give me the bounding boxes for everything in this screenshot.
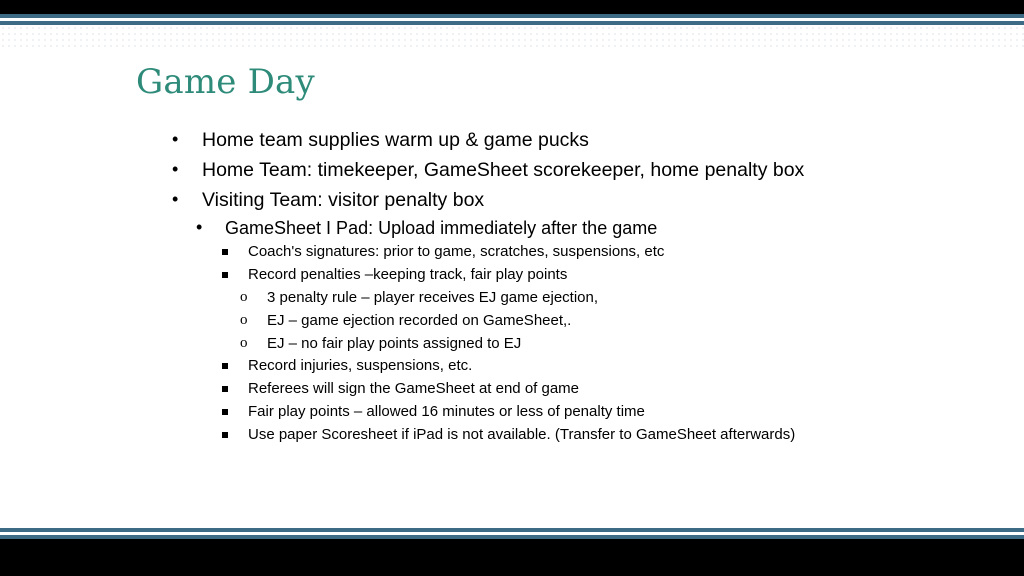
list-item: Record penalties –keeping track, fair play points	[248, 266, 568, 283]
list-item: Use paper Scoresheet if iPad is not available. (Transfer to GameSheet afterwards)	[248, 426, 796, 443]
bottom-black-band	[0, 539, 1024, 576]
list-item: EJ – game ejection recorded on GameSheet,.	[267, 312, 572, 329]
top-dot-pattern	[0, 25, 1024, 51]
list-item: Coach's signatures: prior to game, scratches, suspensions, etc	[248, 243, 665, 260]
list-item: Fair play points – allowed 16 minutes or less of penalty time	[248, 403, 645, 420]
square-bullet-marker	[222, 409, 228, 415]
list-item: GameSheet I Pad: Upload immediately after the game	[225, 218, 658, 238]
list-item: Record injuries, suspensions, etc.	[248, 357, 473, 374]
bullet-marker: •	[172, 189, 179, 209]
square-bullet-marker	[222, 249, 228, 255]
list-item: EJ – no fair play points assigned to EJ	[267, 335, 522, 352]
circle-bullet-marker: o	[240, 312, 248, 328]
square-bullet-marker	[222, 272, 228, 278]
circle-bullet-marker: o	[240, 335, 248, 351]
bullet-marker: •	[196, 217, 203, 237]
list-item: Referees will sign the GameSheet at end of game	[248, 380, 580, 397]
list-item: Home Team: timekeeper, GameSheet scorekeeper, home penalty box	[202, 159, 805, 181]
circle-bullet-marker: o	[240, 289, 248, 305]
list-item: Visiting Team: visitor penalty box	[202, 189, 485, 211]
bullet-marker: •	[172, 129, 179, 149]
top-black-band	[0, 0, 1024, 14]
square-bullet-marker	[222, 432, 228, 438]
list-item: 3 penalty rule – player receives EJ game ejection,	[267, 289, 599, 306]
square-bullet-marker	[222, 363, 228, 369]
square-bullet-marker	[222, 386, 228, 392]
list-item: Home team supplies warm up & game pucks	[202, 129, 589, 151]
slide-title: Game Day	[136, 62, 315, 102]
bullet-marker: •	[172, 159, 179, 179]
